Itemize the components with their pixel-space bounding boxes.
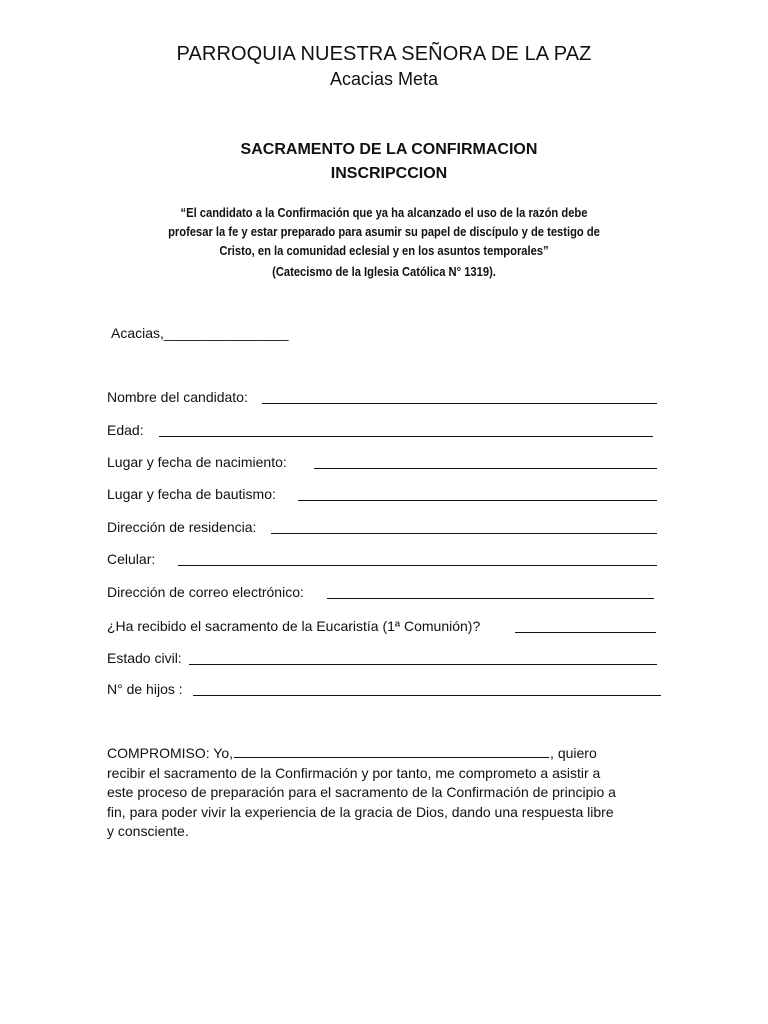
field-label: Lugar y fecha de nacimiento: xyxy=(107,454,287,470)
quote-line: profesar la fe y estar preparado para asumir su papel de discípulo y de testigo de xyxy=(168,224,600,239)
marital-status-field xyxy=(107,649,182,667)
field-label: Edad: xyxy=(107,422,144,438)
age-blank[interactable] xyxy=(159,421,653,437)
residence-address-field xyxy=(107,518,256,536)
commitment-name-blank[interactable] xyxy=(234,745,549,758)
age-field xyxy=(107,421,144,439)
mobile-phone-field xyxy=(107,550,155,568)
field-label: ¿Ha recibido el sacramento de la Eucaristía (1ª Comunión)? xyxy=(107,618,481,634)
commitment-suffix: , quiero xyxy=(550,745,597,761)
candidate-name-blank[interactable] xyxy=(262,388,657,404)
field-label: Lugar y fecha de bautismo: xyxy=(107,486,276,502)
field-label: Celular: xyxy=(107,551,156,567)
commitment-line: recibir el sacramento de la Confirmación y por tanto, me comprometo a asistir a xyxy=(107,764,601,781)
document-subtitle: INSCRIPCCION xyxy=(330,165,448,182)
quote-line: “El candidato a la Confirmación que ya ha alcanzado el uso de la razón debe xyxy=(180,205,588,220)
field-label: Dirección de correo electrónico: xyxy=(107,584,304,600)
parish-city: Acacias Meta xyxy=(329,69,439,89)
field-label: Nombre del candidato: xyxy=(107,389,248,405)
email-blank[interactable] xyxy=(327,583,654,599)
birth-place-date-field xyxy=(107,453,287,471)
quote-citation: (Catecismo de la Iglesia Católica N° 1319). xyxy=(272,264,496,279)
field-label: Dirección de residencia: xyxy=(107,519,257,535)
commitment-line: y consciente. xyxy=(107,823,189,840)
first-communion-blank[interactable] xyxy=(515,617,656,633)
place-date-field[interactable]: Acacias,________________ xyxy=(111,325,289,341)
baptism-place-date-blank[interactable] xyxy=(298,485,657,501)
baptism-place-date-field xyxy=(107,485,276,503)
children-count-blank[interactable] xyxy=(193,680,661,696)
parish-name: PARROQUIA NUESTRA SEÑORA DE LA PAZ xyxy=(176,43,592,65)
birth-place-date-blank[interactable] xyxy=(314,453,657,469)
field-label: N° de hijos : xyxy=(107,681,183,697)
commitment-first-line xyxy=(107,744,667,764)
children-count-field xyxy=(107,680,183,698)
commitment-line: fin, para poder vivir la experiencia de la gracia de Dios, dando una respuesta libre xyxy=(107,803,614,820)
field-label: Estado civil: xyxy=(107,650,182,666)
email-field xyxy=(107,583,304,601)
document-title: SACRAMENTO DE LA CONFIRMACION xyxy=(240,141,538,158)
residence-address-blank[interactable] xyxy=(271,518,657,534)
first-communion-field xyxy=(107,617,480,635)
mobile-phone-blank[interactable] xyxy=(178,550,657,566)
commitment-line: este proceso de preparación para el sacramento de la Confirmación de principio a xyxy=(107,784,616,801)
quote-line: Cristo, en la comunidad eclesial y en los asuntos temporales” xyxy=(219,243,549,258)
commitment-prefix: COMPROMISO: Yo, xyxy=(107,745,234,761)
marital-status-blank[interactable] xyxy=(189,649,657,665)
commitment-paragraph xyxy=(107,744,667,842)
candidate-name-field xyxy=(107,388,248,406)
